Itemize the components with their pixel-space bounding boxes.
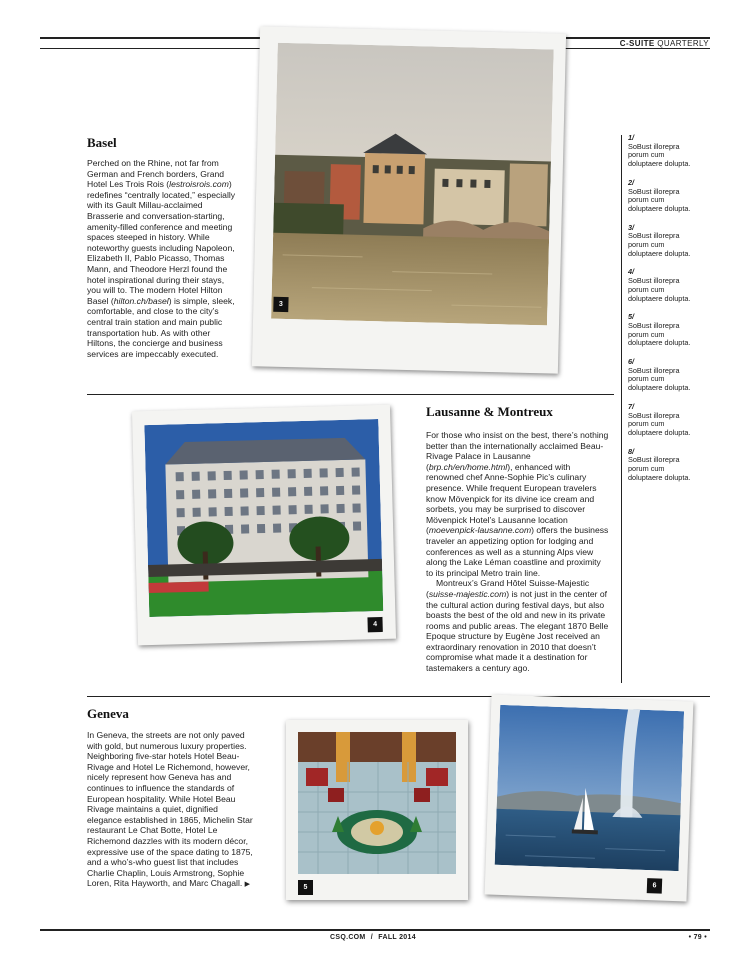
sidebar-item-4-num: 4/ [628,267,635,277]
lausanne-link-suisse-majestic: suisse-majestic.com [428,588,507,599]
basel-body-part-1: Perched on the Rhine, not far from German and French borders, Grand Hotel Les Trois Rois ( [87,158,225,190]
geneva-heading: Geneva [87,706,129,721]
lausanne-para2-part-1: Montreux’s Grand Hôtel Suisse-Majestic ( [426,578,590,599]
basel-heading: Basel [87,135,117,150]
sidebar-item-3-num: 3/ [628,222,635,232]
sidebar-item-4-text: SoBust illorepra porum cum doluptaere dolupta. [628,276,691,303]
sidebar-item-8 [628,448,698,483]
sidebar-item-3-text: SoBust illorepra porum cum doluptaere dolupta. [628,231,691,258]
lausanne-para2-part-2: ) is not just in the center of the cultural action during festival days, but also boasts the best of the old and new in its private rooms and public areas. The elegant 1870 Belle Epoque structure by Eugène Jost received an extraordinary renovation in 2010 that doesn’t compromise what made it a destination for tastemakers a century ago. [426,588,609,674]
sidebar-item-5-text: SoBust illorepra porum cum doluptaere dolupta. [628,320,691,348]
page-number: • 79 • [688,934,707,941]
sidebar-item-7-text: SoBust illorepra porum cum doluptaere dolupta. [628,410,691,437]
photo-geneva-lobby [286,720,468,900]
basel-body [87,158,239,359]
basel-body-part-3: ) is simple, sleek, comfortable, and close to the city’s central train station and main public transportation hub. As with other Hiltons, the concierge and business services are impeccably executed. [87,295,235,359]
basel-section-rule [87,394,614,395]
photo-geneva-lobby-number: 5 [298,880,313,895]
geneva-body [87,730,255,891]
lausanne-body [426,430,610,674]
lausanne-link-brp: brp.ch/en/home.html [428,461,508,472]
sidebar-item-4 [628,268,698,303]
lausanne-heading: Lausanne & Montreux [426,404,553,419]
lausanne-para1-part-1: For those who insist on the best, there’s nothing better than the internationally acclaimed Beau-Rivage Palace in Lausanne ( [426,430,609,472]
magazine-title-suffix: QUARTERLY [657,39,709,48]
continue-arrow-icon: ▶ [244,881,251,889]
sidebar-item-6-text: SoBust illorepra porum cum doluptaere dolupta. [628,365,691,393]
photo-basel [252,26,566,373]
sidebar-item-8-text: SoBust illorepra porum cum doluptaere dolupta. [628,455,691,482]
sidebar-item-1-text: SoBust illorepra porum cum doluptaere dolupta. [628,141,691,169]
geneva-body-text: In Geneva, the streets are not only paved with gold, but numerous luxury properties. Neighboring five-star hotels Hotel Beau-Rivage and Hotel Le Richemond, however, nicely represent how Geneva has and continues to influence the standards of European hospitality. While Hotel Beau Rivage maintains a quiet, dignified elegance established in 1865, Michelin Star restaurant Le Chat Botte, Hotel Le Richemond dazzles with its modern décor, expressive use of the space dating to 1875, and a who’s-who guest list that includes Charlie Chaplin, Louis Armstrong, Sophie Loren, Rita Hayworth, and Marc Chagall. [87,730,253,889]
geneva-section-rule [87,696,710,697]
footer-site: CSQ.COM [330,934,366,941]
photo-lausanne-number: 4 [367,617,382,632]
sidebar-item-2 [628,179,698,214]
photo-lausanne [132,405,396,646]
sidebar-item-2-num: 2/ [628,177,635,187]
footer-rule [40,929,710,931]
sidebar-item-5 [628,313,698,348]
footer-issue-date: FALL 2014 [378,934,416,941]
photo-basel-number: 3 [273,297,288,312]
sidebar-item-5-num: 5/ [628,312,635,322]
photo-lausanne-image [144,419,383,617]
footer-separator: / [370,934,374,941]
sidebar-item-2-text: SoBust illorepra porum cum doluptaere dolupta. [628,186,691,213]
magazine-title: C-SUITE [619,39,655,48]
sidebar-item-1 [628,134,698,169]
sidebar-item-7 [628,403,698,438]
magazine-name [620,39,709,48]
photo-basel-image [271,43,554,326]
photo-geneva-lake-number: 6 [647,878,663,894]
basel-link-trois-rois: lestroisrois.com [169,179,229,190]
photo-geneva-lake-image [495,705,684,871]
lausanne-link-moevenpick: moevenpick-lausanne.com [428,525,532,536]
basel-link-hilton: hilton.ch/basel [113,295,169,306]
basel-body-part-2: ) redefines “centrally located,” especially with its Gault Millau-acclaimed Brasserie and conversation-starting, amenity-filled conference and meeting spaces steeped in history. While noteworthy guests including Napoleon, Elizabeth II, Pablo Picasso, Thomas Mann, and Theodore Herzl found the hotel inspirational during their stays, you will to. The modern Hotel Hilton Basel ( [87,179,236,306]
sidebar-divider [621,135,622,683]
sidebar-item-7-num: 7/ [628,401,635,411]
sidebar-item-3 [628,224,698,259]
sidebar [628,134,698,493]
lausanne-para1-part-2: ), enhanced with renowned chef Anne-Sophie Pic’s culinary presence. While frequent European travelers know Mövenpick for its divine ice cream and sorbets, you may be surprised to discover Mövenpick Hotel’s Lausanne location ( [426,461,597,536]
sidebar-item-6-num: 6/ [628,357,635,367]
sidebar-item-8-num: 8/ [628,446,635,456]
lausanne-para1-part-3: ) offers the business traveler an appetizing option for lodging and conferences as well as a stunning Alps view along the Lake Léman coastline and proximity to its principal Metro train line. [426,525,609,578]
sidebar-item-6 [628,358,698,393]
photo-geneva-lobby-image [298,732,456,874]
footer-issue [330,934,416,941]
photo-geneva-lake [485,695,694,902]
sidebar-item-1-num: 1/ [628,133,635,142]
